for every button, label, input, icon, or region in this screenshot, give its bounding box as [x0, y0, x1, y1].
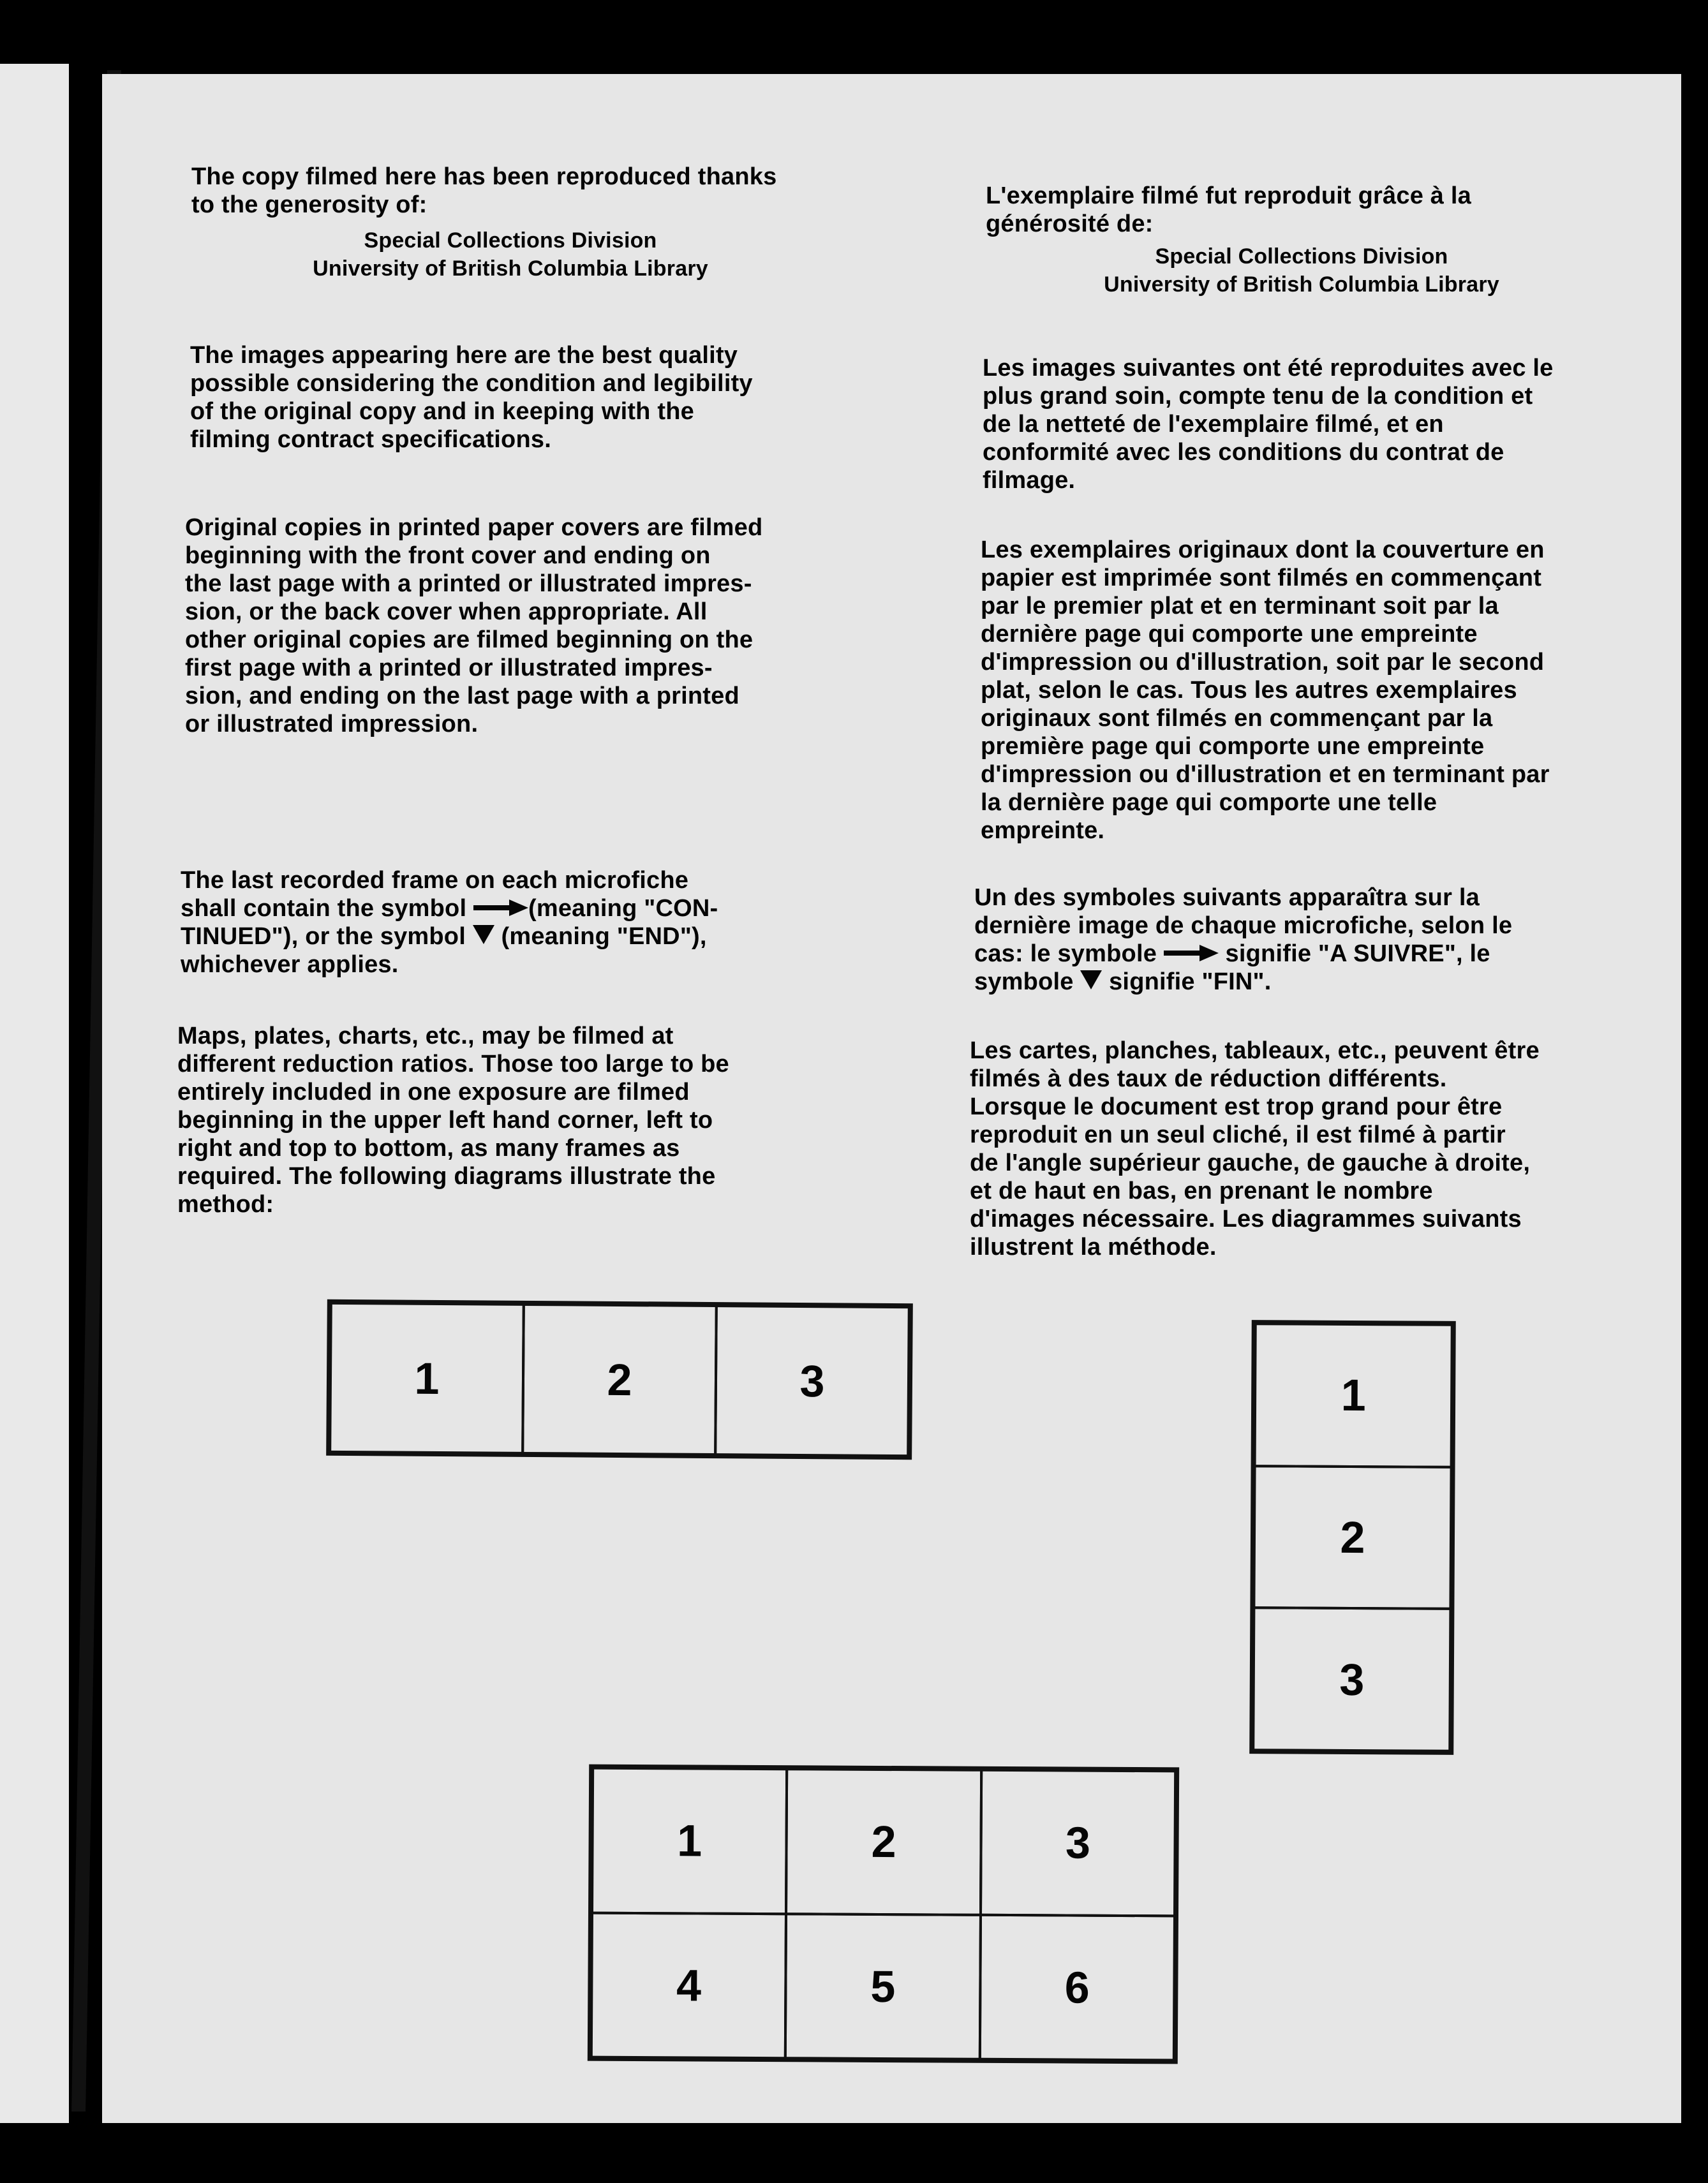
frame-cell: 3 — [1252, 1607, 1452, 1752]
frame-cell: 1 — [591, 1767, 789, 1915]
frame-cell: 5 — [784, 1913, 982, 2061]
symbols-text-fr-part1: Un des symboles suivants apparaîtra sur la dernière image de chaque microfiche, selon le cas: le symbole — [974, 884, 1513, 967]
adjacent-page-edge — [0, 64, 69, 2123]
diagram-grid — [588, 1765, 1179, 2064]
maps-text-en: Maps, plates, charts, etc., may be filmed at different reduction ratios. Those too large to be entirely included in one exposure are filmed beginning in the upper left hand corner, left to right and top to bottom, as many frames as required. The following diagrams illustrate the method: — [177, 1023, 729, 1218]
frame-cell: 3 — [979, 1769, 1177, 1917]
frame-cell: 3 — [714, 1305, 910, 1457]
institution-en — [191, 226, 829, 283]
frame-cell: 6 — [978, 1913, 1176, 2061]
end-triangle-icon — [473, 922, 494, 951]
institution-line1-en: Special Collections Division — [364, 228, 657, 253]
institution-line2-fr: University of British Columbia Library — [1104, 272, 1499, 297]
frame-cell: 1 — [1254, 1322, 1453, 1468]
original-copies-text-en: Original copies in printed paper covers are filmed beginning with the front cover and ending on the last page with a printed or illustrated impres- sion, or the back cover when appropriate. All other original copies are filmed beginning on the first page with a printed or illustrated impres- sion, and ending on the last page with a printed or illustrated impression. — [185, 514, 763, 737]
original-copies-text-fr: Les exemplaires originaux dont la couverture en papier est imprimée sont filmés en commençant par le premier plat et en terminant soit par la dernière page qui comporte une empreinte d'impression ou d'illustration, soit par le second plat, selon le cas. Tous les autres exemplaires originaux sont filmés en commençant par la première page qui comporte une empreinte d'impression ou d'illustration et en terminant par la dernière page qui comporte une telle empreinte. — [981, 536, 1550, 844]
maps-text-fr: Les cartes, planches, tableaux, etc., peuvent être filmés à des taux de réduction différents. Lorsque le document est trop grand pour être reproduit en un seul cliché, il est filmé à partir de l'angle supérieur gauche, de gauche à droite, et de haut en bas, en prenant le nombre d'images nécessaire. Les diagrammes suivants illustrent la méthode. — [970, 1037, 1540, 1261]
symbols-text-en-part3: (meaning "END"), whichever applies. — [181, 923, 707, 978]
frame-cell: 4 — [590, 1911, 788, 2059]
institution-line2-en: University of British Columbia Library — [313, 256, 708, 281]
quality-text-en: The images appearing here are the best quality possible considering the condition and legibility of the original copy and in keeping with the filming contract specifications. — [190, 342, 753, 453]
institution-fr — [983, 242, 1621, 299]
frame-cell: 1 — [329, 1302, 525, 1454]
diagram-horizontal — [326, 1299, 913, 1460]
symbols-text-en-part1: The last recorded frame on each microfiche shall contain the symbol — [181, 867, 689, 922]
continued-arrow-icon — [1164, 940, 1219, 968]
frame-cell: 2 — [1252, 1465, 1452, 1610]
diagram-vertical — [1249, 1320, 1456, 1755]
intro-text-en: The copy filmed here has been reproduced thanks to the generosity of: — [191, 163, 777, 218]
frame-cell: 2 — [521, 1303, 718, 1456]
institution-line1-fr: Special Collections Division — [1155, 244, 1448, 269]
symbols-text-en-part2: (meaning "CON- TINUED"), or the symbol — [181, 895, 718, 950]
symbols-text-fr-part3: signifie "FIN". — [1102, 968, 1272, 995]
symbols-text-fr-part2: signifie "A SUIVRE", le symbole — [974, 940, 1490, 995]
symbols-text-fr — [974, 884, 1512, 996]
intro-text-fr: L'exemplaire filmé fut reproduit grâce à la générosité de: — [986, 182, 1471, 237]
end-triangle-icon — [1080, 968, 1102, 996]
symbols-text-en — [181, 866, 718, 979]
quality-text-fr: Les images suivantes ont été reproduites avec le plus grand soin, compte tenu de la condition et de la netteté de l'exemplaire filmé, et en conformité avec les conditions du contrat de filmage. — [983, 355, 1554, 494]
continued-arrow-icon — [473, 894, 528, 922]
frame-cell: 2 — [785, 1768, 983, 1916]
